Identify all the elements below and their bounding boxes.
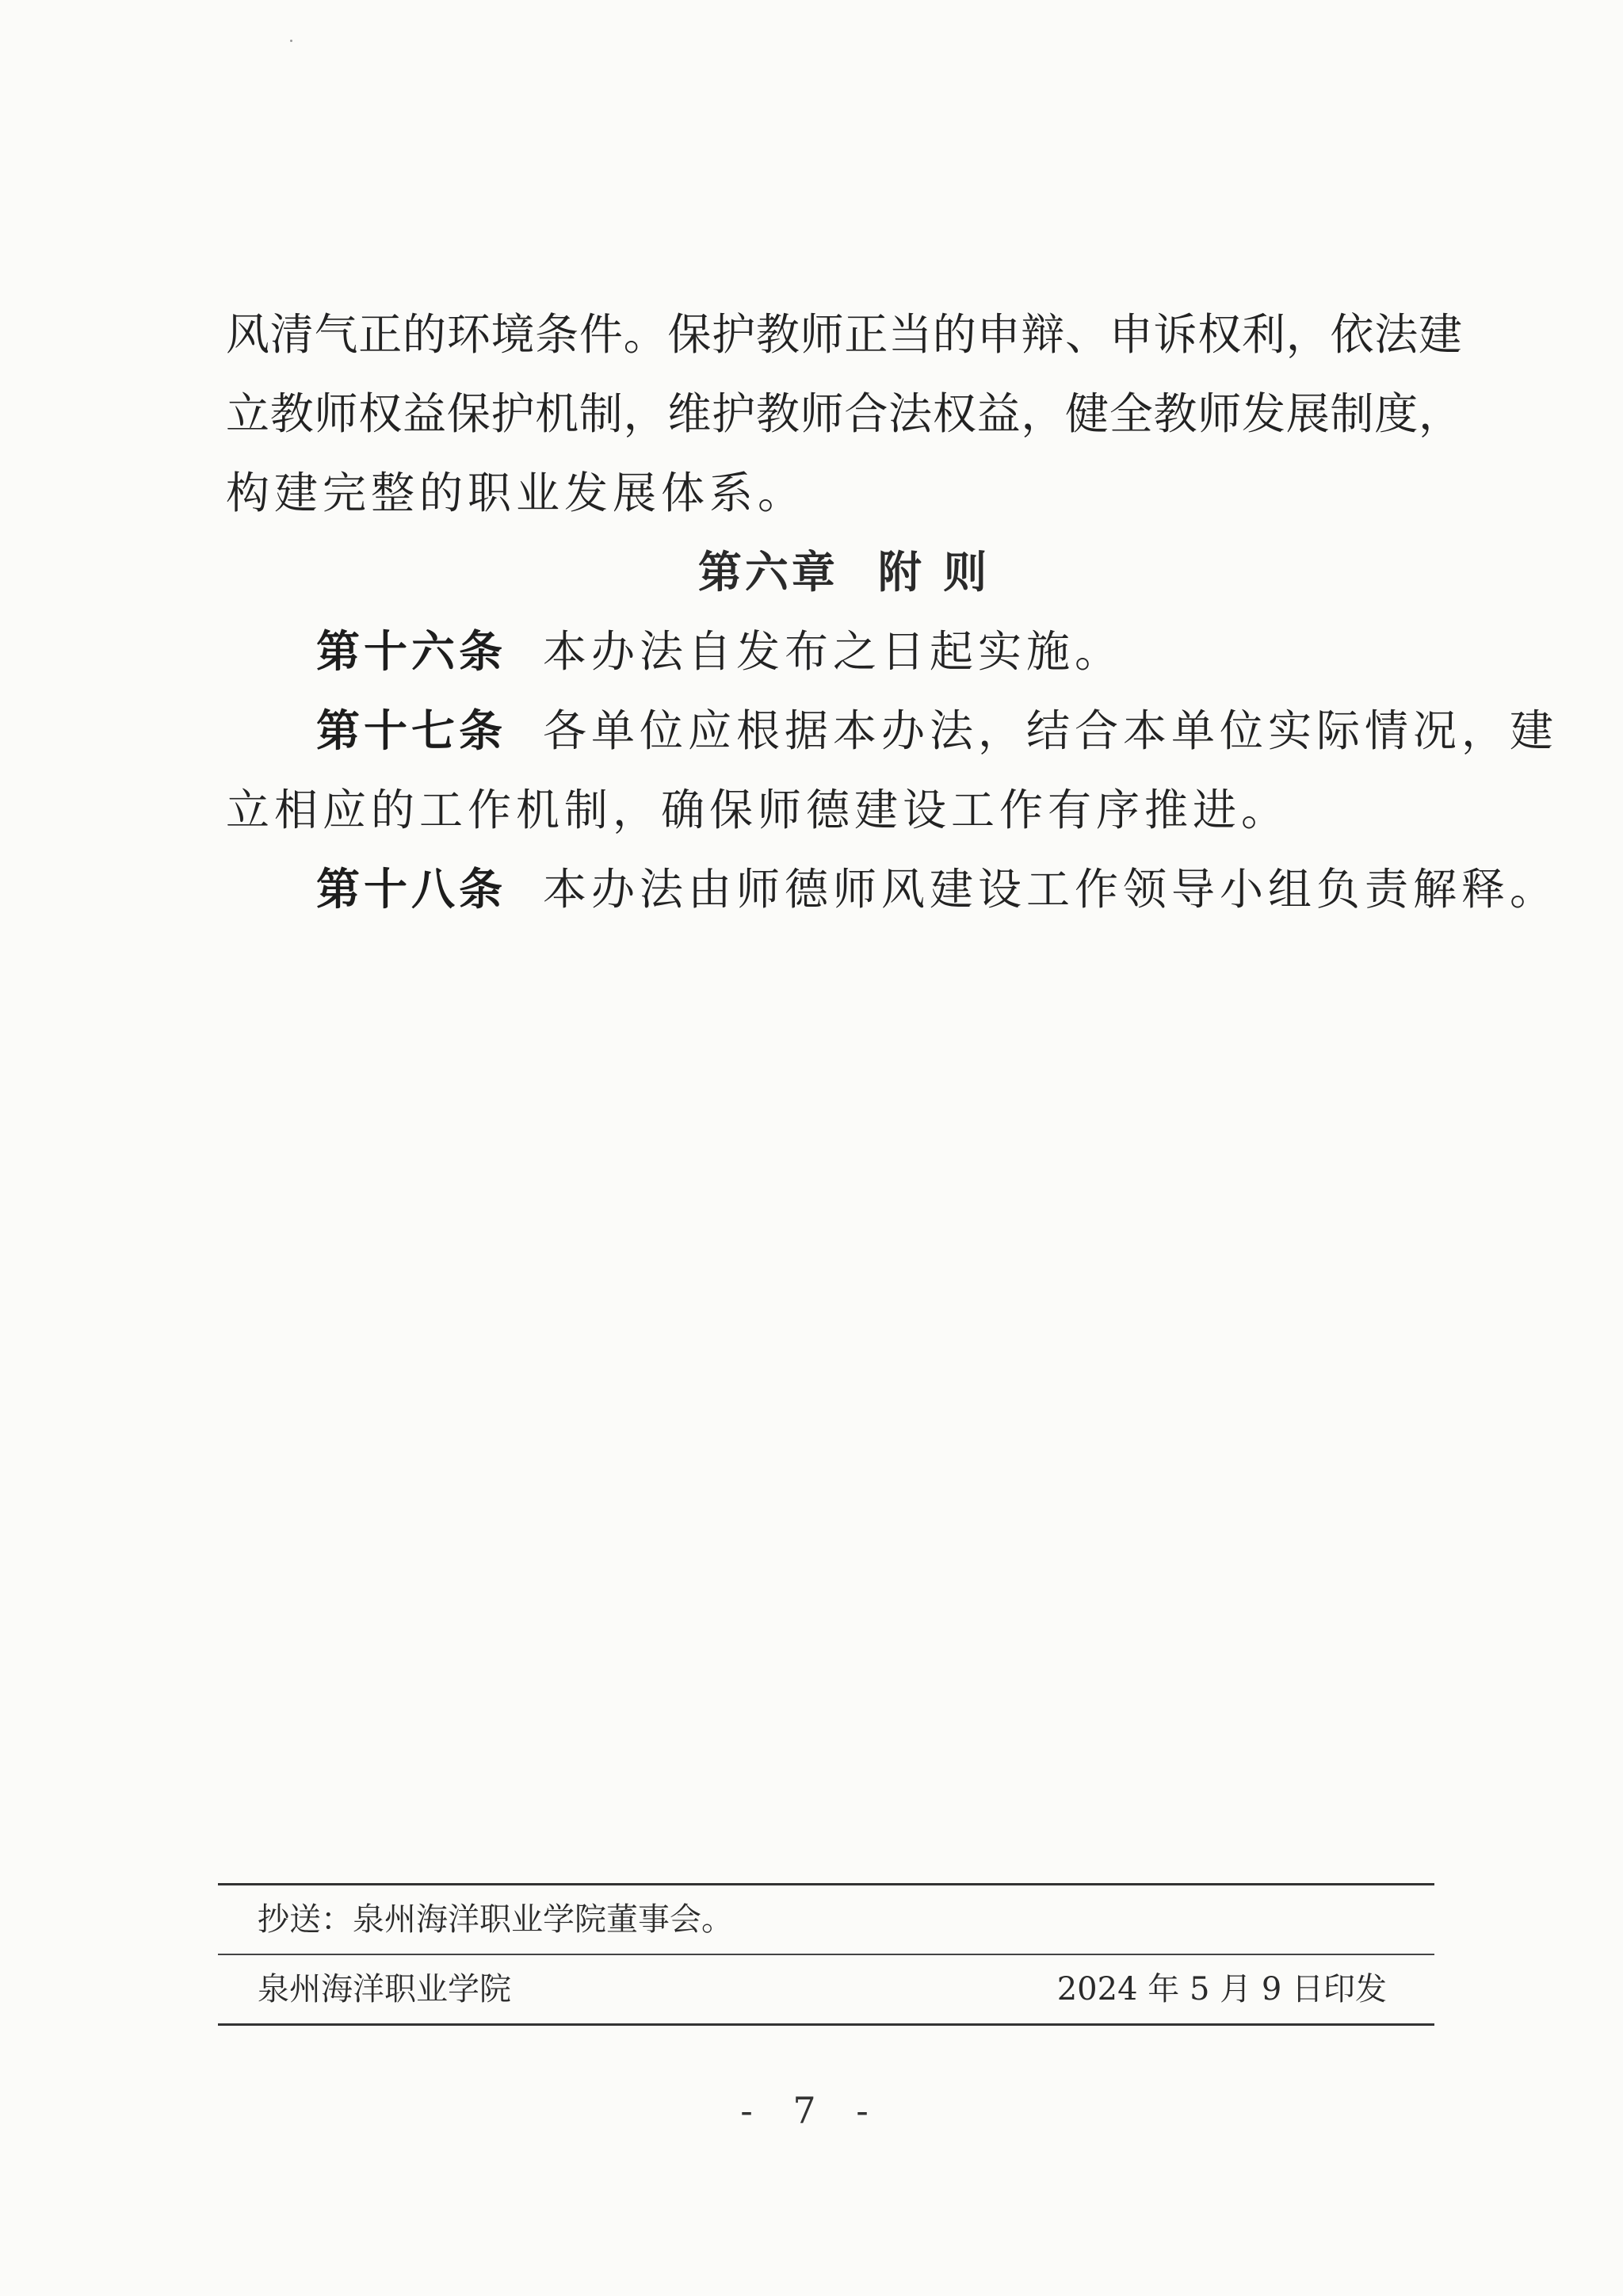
article-text: 本办法由师德师风建设工作领导小组负责解释。 (543, 864, 1559, 915)
chapter-heading (226, 533, 1462, 612)
article-text: 本办法自发布之日起实施。 (543, 626, 1124, 677)
article-label: 第十七条 (316, 705, 507, 756)
issue-date: 2024 年 5 月 9 日印发 (1056, 1971, 1387, 2008)
page-number: - 7 - (740, 2089, 883, 2132)
footer-bottom-rule (218, 2023, 1434, 2026)
article-17-continuation: 立相应的工作机制，确保师德建设工作有序推进。 (226, 785, 1290, 835)
document-body (226, 295, 1559, 929)
body-line: 风清气正的环境条件。保护教师正当的申辩、申诉权利，依法建 (226, 309, 1462, 360)
chapter-title: 附 则 (877, 547, 991, 598)
chapter-number: 第六章 (697, 547, 838, 598)
cc-line: 抄送：泉州海洋职业学院董事会。 (258, 1901, 733, 1938)
article-text: 各单位应根据本办法，结合本单位实际情况，建 (543, 705, 1559, 756)
article-label: 第十八条 (316, 864, 507, 915)
article-17 (226, 691, 1559, 770)
document-footer (218, 1883, 1434, 2026)
body-line: 构建完整的职业发展体系。 (226, 468, 807, 518)
body-line: 立教师权益保护机制，维护教师合法权益，健全教师发展制度， (226, 388, 1462, 439)
scan-speck (290, 40, 292, 42)
article-16 (226, 612, 1462, 691)
article-label: 第十六条 (316, 626, 507, 677)
article-18 (226, 850, 1559, 929)
issuer-row (218, 1955, 1434, 2023)
issuer-name: 泉州海洋职业学院 (258, 1971, 511, 2008)
